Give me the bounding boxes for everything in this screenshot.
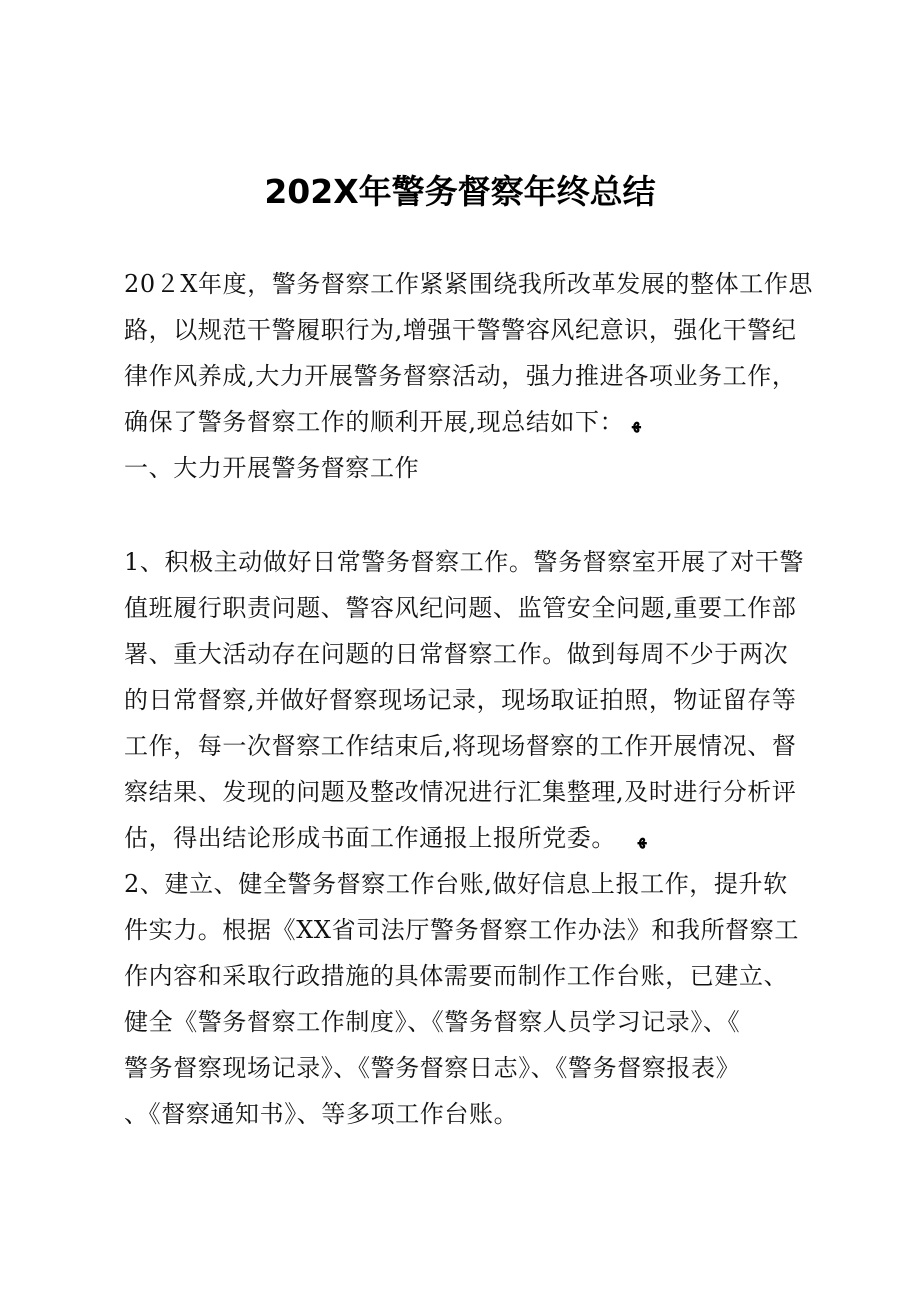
paragraph-line: 件实力。根据《XX省司法厅警务督察工作办法》和我所督察工 [124,916,799,944]
paragraph-line: 察结果、发现的问题及整改情况进行汇集整理,及时进行分析评 [124,778,797,806]
paragraph-text: 确保了警务督察工作的顺利开展,现总结如下： [124,408,625,436]
paragraph-line: 律作风养成,大力开展警务督察活动，强力推进各项业务工作， [124,362,797,390]
paragraph-line: 署、重大活动存在问题的日常督察工作。做到每周不少于两次 [124,640,789,668]
paragraph-line [124,406,814,441]
paragraph-line: 20２X年度，警务督察工作紧紧围绕我所改革发展的整体工作思 [124,270,814,298]
paragraph-line: 的日常督察,并做好督察现场记录，现场取证拍照，物证留存等 [124,686,797,714]
paragraph-line: 1、积极主动做好日常警务督察工作。警务督察室开展了对干警 [124,548,805,576]
document-title: 202X年警务督察年终总结 [264,172,656,211]
paragraph-line: 警务督察现场记录》、《警务督察日志》、《警务督察报表》 [124,1054,741,1082]
section-heading: 一、大力开展警务督察工作 [124,454,420,482]
paragraph-line: 路，以规范干警履职行为,增强干警警容风纪意识，强化干警纪 [124,316,797,344]
paragraph-mark-icon: ﻬ [632,412,641,433]
paragraph-mark-icon: ﻬ [638,828,647,849]
paragraph-line: 、《督察通知书》、等多项工作台账。 [124,1100,519,1128]
paragraph-line [124,822,814,857]
paragraph-line: 作内容和采取行政措施的具体需要而制作工作台账，已建立、 [124,962,789,990]
paragraph-text: 估，得出结论形成书面工作通报上报所党委。 [124,824,616,852]
paragraph-line: 工作，每一次督察工作结束后,将现场督察的工作开展情况、督 [124,732,797,760]
paragraph-line: 值班履行职责问题、警容风纪问题、监管安全问题,重要工作部 [124,594,797,622]
paragraph-line: 健全《警务督察工作制度》、《警务督察人员学习记录》、《 [124,1008,741,1036]
paragraph-line: 2、建立、健全警务督察工作台账,做好信息上报工作，提升软 [124,870,788,898]
